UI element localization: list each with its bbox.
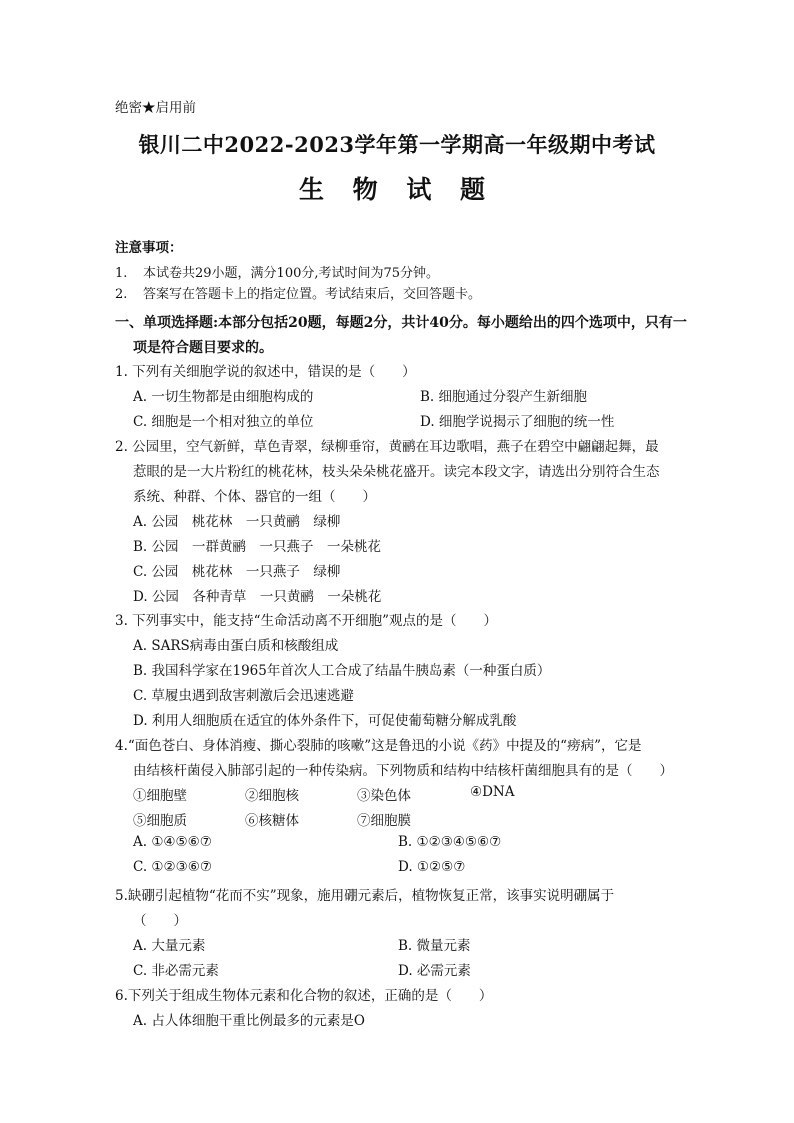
q4-item: ②细胞核 [245, 788, 299, 804]
question-1-stem: 1. 下列有关细胞学说的叙述中，错误的是（ ） [115, 364, 416, 380]
q3-option-c: C. 草履虫遇到敌害刺激后会迅速逃避 [133, 688, 354, 704]
subject-title: 生 物 试 题 [298, 175, 496, 204]
question-2-stem-cont: 系统、种群、个体、器官的一组（ ） [133, 489, 376, 505]
notice-text: 答案写在答题卡上的指定位置。考试结束后，交回答题卡。 [143, 287, 482, 302]
q4-option-c: C. ①②③⑥⑦ [133, 859, 212, 875]
q4-option-a: A. ①④⑤⑥⑦ [133, 834, 212, 850]
q4-item: ④DNA [470, 784, 515, 800]
question-5-stem: 5.缺硼引起植物“花而不实”现象，施用硼元素后，植物恢复正常，该事实说明硼属于 [115, 888, 615, 904]
q3-option-d: D. 利用人细胞质在适宜的体外条件下，可促使葡萄糖分解成乳酸 [133, 713, 517, 729]
q1-option-d: D. 细胞学说揭示了细胞的统一性 [420, 414, 615, 430]
q4-item: ⑤细胞质 [133, 813, 187, 829]
q2-option-a: A. 公园 桃花林 一只黄鹂 绿柳 [133, 514, 341, 530]
question-3-stem: 3. 下列事实中，能支持“生命活动离不开细胞”观点的是（ ） [115, 613, 497, 629]
confidential-mark: 绝密★启用前 [115, 100, 196, 116]
q5-option-b: B. 微量元素 [398, 938, 471, 954]
notice-item-2 [115, 283, 481, 302]
q1-option-b: B. 细胞通过分裂产生新细胞 [420, 389, 588, 405]
section-heading-cont: 项是符合题目要求的。 [133, 340, 273, 356]
question-6-stem: 6.下列关于组成生物体元素和化合物的叙述，正确的是（ ） [115, 988, 493, 1004]
notice-text: 本试卷共29小题，满分100分,考试时间为75分钟。 [143, 266, 440, 281]
q3-option-b: B. 我国科学家在1965年首次人工合成了结晶牛胰岛素（一种蛋白质） [133, 663, 551, 679]
question-2-stem-cont: 惹眼的是一大片粉红的桃花林，枝头朵朵桃花盛开。读完本段文字，请选出分别符合生态 [133, 464, 660, 480]
exam-title: 银川二中2022-2023学年第一学期高一年级期中考试 [138, 132, 656, 157]
q4-option-b: B. ①②③④⑤⑥⑦ [398, 834, 502, 850]
question-4-stem-cont: 由结核杆菌侵入肺部引起的一种传染病。下列物质和结构中结核杆菌细胞具有的是（ ） [133, 763, 673, 779]
q4-item: ③染色体 [357, 788, 411, 804]
q5-option-c: C. 非必需元素 [133, 963, 219, 979]
q3-option-a: A. SARS病毒由蛋白质和核酸组成 [133, 638, 339, 654]
q2-option-d: D. 公园 各种青草 一只黄鹂 一朵桃花 [133, 589, 382, 605]
question-5-stem-cont: （ ） [133, 913, 187, 929]
question-2-stem: 2. 公园里，空气新鲜，草色青翠，绿柳垂帘，黄鹂在耳边歌唱，燕子在碧空中翩翩起舞，最 [115, 439, 659, 455]
q4-item: ⑦细胞膜 [357, 813, 411, 829]
notice-number: 1. [115, 266, 128, 281]
q1-option-a: A. 一切生物都是由细胞构成的 [133, 389, 314, 405]
notice-heading: 注意事项： [115, 240, 183, 256]
q1-option-c: C. 细胞是一个相对独立的单位 [133, 414, 314, 430]
q2-option-b: B. 公园 一群黄鹂 一只燕子 一朵桃花 [133, 539, 382, 555]
q6-option-a: A. 占人体细胞干重比例最多的元素是O [133, 1013, 365, 1029]
notice-item-1 [115, 262, 439, 281]
q5-option-d: D. 必需元素 [398, 963, 471, 979]
q4-item: ①细胞壁 [133, 788, 187, 804]
q5-option-a: A. 大量元素 [133, 938, 206, 954]
question-4-stem: 4.“面色苍白、身体消瘦、撕心裂肺的咳嗽”这是鲁迅的小说《药》中提及的“痨病”，它是 [115, 738, 642, 754]
q4-option-d: D. ①②⑤⑦ [398, 859, 466, 875]
section-heading: 一、单项选择题:本部分包括20题，每题2分，共计40分。每小题给出的四个选项中，只有一 [115, 315, 687, 331]
q2-option-c: C. 公园 桃花林 一只燕子 绿柳 [133, 564, 341, 580]
notice-number: 2. [115, 287, 128, 302]
q4-item: ⑥核糖体 [245, 813, 299, 829]
